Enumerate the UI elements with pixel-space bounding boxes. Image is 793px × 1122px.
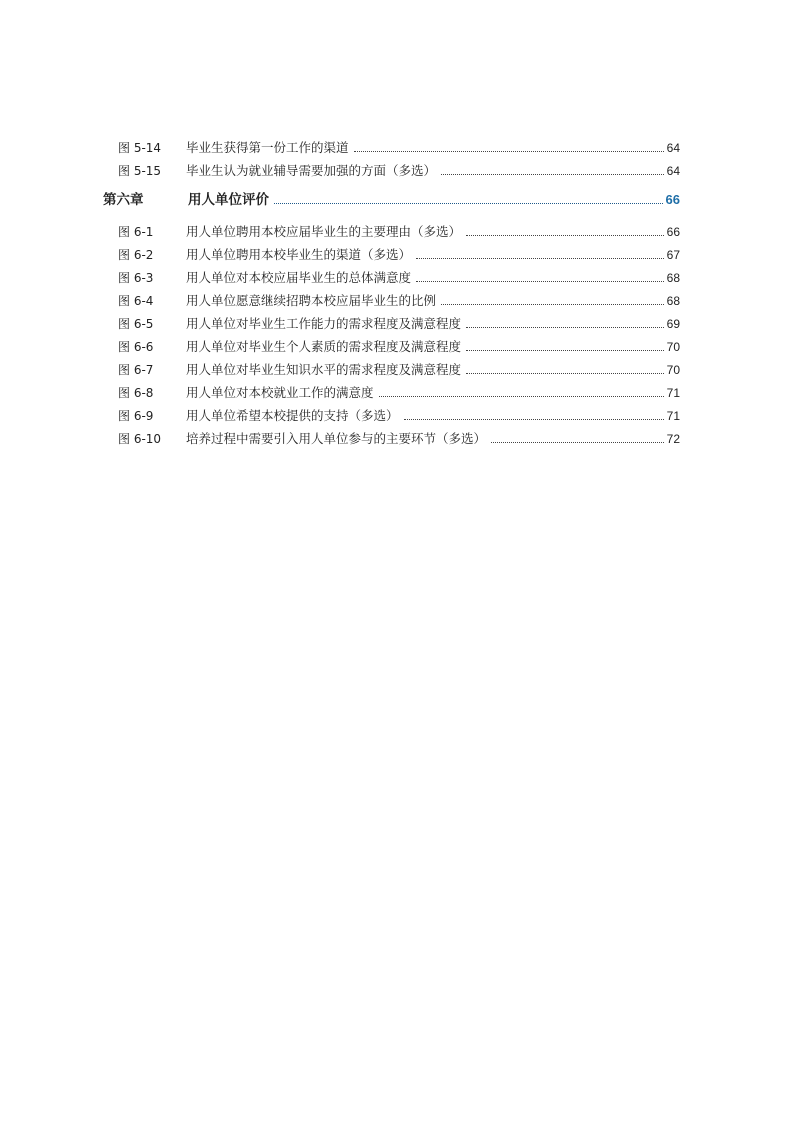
figure-number: 图 6-7 <box>118 363 154 377</box>
toc-entry-fig-6-2[interactable] <box>118 241 680 263</box>
toc-entry-fig-6-9[interactable] <box>118 402 680 424</box>
figure-number: 图 5-15 <box>118 164 162 178</box>
figure-title: 用人单位对毕业生个人素质的需求程度及满意程度 <box>186 339 462 354</box>
dot-leader <box>416 257 664 259</box>
dot-leader <box>466 372 664 374</box>
page-number: 66 <box>666 225 680 239</box>
figure-number: 图 6-1 <box>118 225 154 239</box>
page-number: 71 <box>666 409 680 423</box>
toc-entry-fig-6-8[interactable] <box>118 379 680 401</box>
dot-leader <box>491 441 664 443</box>
chapter-number: 第六章 <box>103 192 144 208</box>
page-number: 71 <box>666 386 680 400</box>
dot-leader <box>379 395 664 397</box>
dot-leader <box>274 202 663 204</box>
toc-entry-fig-5-14[interactable] <box>118 134 680 156</box>
page-number: 67 <box>666 248 680 262</box>
figure-title: 用人单位聘用本校毕业生的渠道（多选） <box>186 247 412 262</box>
figure-number: 图 5-14 <box>118 141 162 155</box>
page-number: 64 <box>666 141 680 155</box>
toc-entry-fig-6-5[interactable] <box>118 310 680 332</box>
page-number-link[interactable]: 66 <box>665 192 680 207</box>
figure-title: 毕业生认为就业辅导需要加强的方面（多选） <box>186 163 437 178</box>
dot-leader <box>466 234 664 236</box>
toc-entry-fig-6-7[interactable] <box>118 356 680 378</box>
dot-leader <box>466 349 664 351</box>
figure-number: 图 6-6 <box>118 340 154 354</box>
figure-number: 图 6-2 <box>118 248 154 262</box>
toc-entry-fig-6-6[interactable] <box>118 333 680 355</box>
figure-number: 图 6-3 <box>118 271 154 285</box>
toc-entry-fig-6-1[interactable] <box>118 218 680 240</box>
page-number: 72 <box>666 432 680 446</box>
page-number: 70 <box>666 363 680 377</box>
figure-title: 用人单位希望本校提供的支持（多选） <box>186 408 399 423</box>
figure-title: 用人单位对毕业生知识水平的需求程度及满意程度 <box>186 362 462 377</box>
figure-number: 图 6-5 <box>118 317 154 331</box>
toc-entry-fig-6-10[interactable] <box>118 425 680 447</box>
figure-number: 图 6-8 <box>118 386 154 400</box>
figure-title: 毕业生获得第一份工作的渠道 <box>186 140 349 155</box>
toc-entry-fig-6-4[interactable] <box>118 287 680 309</box>
figure-title: 用人单位聘用本校应届毕业生的主要理由（多选） <box>186 224 462 239</box>
figure-number: 图 6-4 <box>118 294 154 308</box>
dot-leader <box>416 280 664 282</box>
dot-leader <box>441 303 664 305</box>
dot-leader <box>404 418 664 420</box>
toc-entry-fig-5-15[interactable] <box>118 157 680 179</box>
chapter-title: 用人单位评价 <box>188 192 269 208</box>
figure-title: 用人单位对毕业生工作能力的需求程度及满意程度 <box>186 316 462 331</box>
dot-leader <box>441 173 664 175</box>
toc-chapter-6[interactable] <box>103 186 680 208</box>
page-number: 64 <box>666 164 680 178</box>
dot-leader <box>354 150 664 152</box>
dot-leader <box>466 326 664 328</box>
page-number: 70 <box>666 340 680 354</box>
figure-title: 用人单位愿意继续招聘本校应届毕业生的比例 <box>186 293 437 308</box>
figure-title: 培养过程中需要引入用人单位参与的主要环节（多选） <box>186 431 487 446</box>
figure-title: 用人单位对本校就业工作的满意度 <box>186 385 374 400</box>
figure-number: 图 6-9 <box>118 409 154 423</box>
figure-number: 图 6-10 <box>118 432 162 446</box>
page-number: 68 <box>666 294 680 308</box>
figure-title: 用人单位对本校应届毕业生的总体满意度 <box>186 270 412 285</box>
page-number: 68 <box>666 271 680 285</box>
toc-entry-fig-6-3[interactable] <box>118 264 680 286</box>
page-number: 69 <box>666 317 680 331</box>
